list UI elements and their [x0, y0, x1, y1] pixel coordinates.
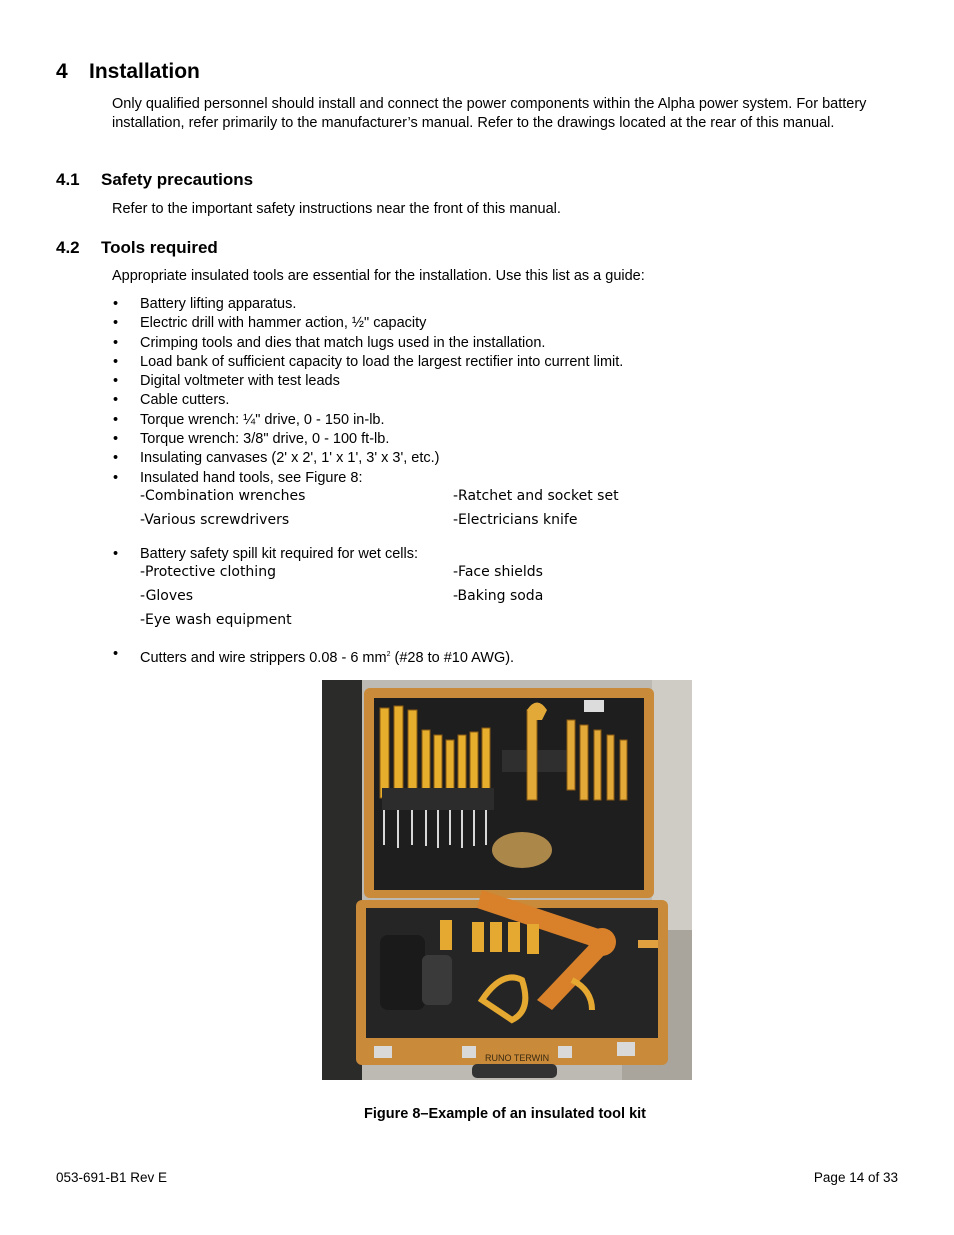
- hand-tool-item: -Electricians knife: [453, 512, 578, 528]
- safety-text: Refer to the important safety instructions near the front of this manual.: [112, 201, 561, 217]
- tools-intro: Appropriate insulated tools are essential for the installation. Use this list as a guide:: [112, 268, 645, 284]
- list-item: • Crimping tools and dies that match lugs used in the installation.: [112, 334, 623, 353]
- subsection-heading-4-1: [56, 170, 253, 190]
- list-item: • Battery lifting apparatus.: [112, 295, 623, 314]
- list-item: • Battery safety spill kit required for wet cells:: [112, 545, 418, 564]
- subsection-number: 4.2: [56, 238, 80, 257]
- footer-doc-id: 053-691-B1 Rev E: [56, 1170, 168, 1185]
- section-intro: Only qualified personnel should install and connect the power components within the Alpha power system. For battery installation, refer primarily to the manufacturer’s manual. Refer to the drawings located at the rear of this manual.: [112, 96, 867, 131]
- spill-kit-item: -Face shields: [453, 564, 543, 580]
- hand-tool-item: -Combination wrenches: [140, 488, 306, 504]
- spill-kit-item: -Gloves: [140, 588, 194, 604]
- footer-page-number: Page 14 of 33: [813, 1170, 898, 1185]
- subsection-title: Safety precautions: [101, 170, 254, 189]
- section-title: Installation: [89, 60, 200, 83]
- hand-tool-item: -Various screwdrivers: [140, 512, 290, 528]
- subsection-heading-4-2: [56, 238, 218, 258]
- case-brand-label: RUNO TERWIN: [485, 1053, 550, 1063]
- spill-kit-item: -Baking soda: [453, 588, 544, 604]
- spill-kit-item: -Protective clothing: [140, 564, 276, 580]
- tools-list: [112, 295, 623, 488]
- superscript: 2: [386, 651, 391, 658]
- list-item: [112, 645, 514, 668]
- list-item: • Insulated hand tools, see Figure 8:: [112, 469, 623, 488]
- list-item: • Electric drill with hammer action, ½" capacity: [112, 314, 623, 333]
- spill-kit-list: [112, 545, 418, 564]
- cutters-list: [112, 645, 514, 668]
- tool-kit-photo: [322, 680, 692, 1080]
- list-item: • Insulating canvases (2' x 2', 1' x 1', 3' x 3', etc.): [112, 449, 623, 468]
- hand-tool-item: -Ratchet and socket set: [453, 488, 619, 504]
- spill-kit-item: -Eye wash equipment: [140, 612, 292, 628]
- cutters-text-end: (#28 to #10 AWG).: [390, 649, 515, 666]
- list-item: • Load bank of sufficient capacity to load the largest rectifier into current limit.: [112, 353, 623, 372]
- subsection-title: Tools required: [101, 238, 218, 257]
- list-item: • Torque wrench: 3/8" drive, 0 - 100 ft-lb.: [112, 430, 623, 449]
- list-item: • Digital voltmeter with test leads: [112, 372, 623, 391]
- list-item: • Torque wrench: ¼" drive, 0 - 150 in-lb.: [112, 411, 623, 430]
- section-heading: [56, 60, 200, 84]
- list-item: • Cable cutters.: [112, 391, 623, 410]
- section-number: 4: [56, 60, 68, 83]
- cutters-text: Cutters and wire strippers 0.08 - 6 mm: [140, 649, 387, 666]
- subsection-number: 4.1: [56, 170, 80, 189]
- figure-caption: Figure 8–Example of an insulated tool kit: [364, 1106, 646, 1122]
